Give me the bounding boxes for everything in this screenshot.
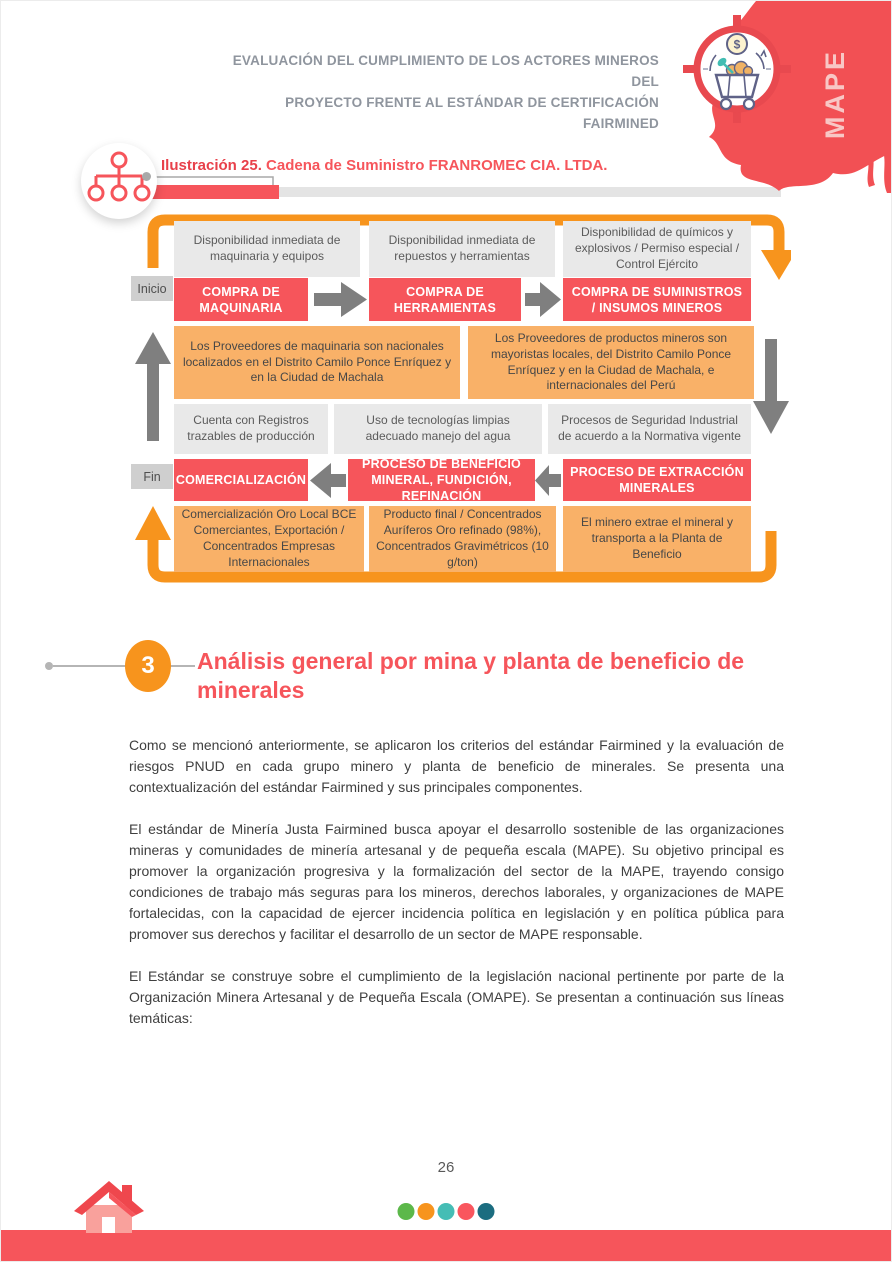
figure-badge-circle <box>81 143 157 219</box>
paragraph-2: El estándar de Minería Justa Fairmined busca apoyar el desarrollo sostenible de las organizaciones mineras y comunidades de minería artesanal y de pequeña escala (MAPE). Su objetivo principal es promover la organización progresiva y la formalización del sector de la MAPE, trayendo consigo condiciones de trabajo más seguras para los mineros, derechos laborales, y organizaciones de MAPE fortalecidas, con la capacidad de ejercer incidencia política en legislación y en política pública para promover sus derechos y facilitar el desarrollo de un sector de MAPE responsable. <box>129 821 784 942</box>
figure-connector-dot <box>142 172 151 181</box>
supply-chain-flowchart <box>131 206 791 601</box>
header-title-line1: EVALUACIÓN DEL CUMPLIMIENTO DE LOS ACTORES MINEROS DEL <box>232 53 659 89</box>
house-icon <box>64 1175 154 1233</box>
figure-caption: Cadena de Suministro FRANROMEC CIA. LTDA. <box>266 157 608 174</box>
section-number-badge: 3 <box>125 640 171 692</box>
footer-dot-orange <box>418 1203 435 1220</box>
paragraph-1: Como se mencionó anteriormente, se aplicaron los criterios del estándar Fairmined y la evaluación de riesgos PNUD en cada grupo minero y planta de beneficio de minerales. Se presenta una contextualización del estándar Fairmined y sus principales componentes. <box>129 737 784 795</box>
step-comercializacion: COMERCIALIZACIÓN <box>174 459 308 501</box>
report-header-title <box>229 51 659 135</box>
paragraph-3: El Estándar se construye sobre el cumplimiento de la legislación nacional pertinente por parte de la Organización Minera Artesanal y de Pequeña Escala (OMAPE). Se presentan a continuación sus líneas temáticas: <box>129 968 784 1026</box>
start-tag: Inicio <box>131 276 173 301</box>
figure-label: Ilustración 25. <box>161 157 262 174</box>
condition-box-machinery: Disponibilidad inmediata de maquinaria y equipos <box>174 221 360 277</box>
step-compra-herramientas: COMPRA DE HERRAMIENTAS <box>369 278 521 321</box>
condition-box-tecnologias: Uso de tecnologías limpias adecuado manejo del agua <box>334 404 542 454</box>
step-beneficio-mineral: PROCESO DE BENEFICIO MINERAL, FUNDICIÓN, REFINACIÓN <box>348 459 535 501</box>
end-tag: Fin <box>131 464 173 489</box>
section-connector-dot <box>45 662 53 670</box>
body-text <box>129 735 784 1050</box>
suppliers-machinery-box: Los Proveedores de maquinaria son nacionales localizados en el Distrito Camilo Ponce Enríquez y en la Ciudad de Machala <box>174 326 460 399</box>
mape-vertical-badge: MAPE <box>820 48 850 139</box>
footer-dot-green <box>398 1203 415 1220</box>
page-number: 26 <box>437 1159 455 1176</box>
output-comercializacion-box: Comercialización Oro Local BCE Comerciantes, Exportación / Concentrados Empresas Internacionales <box>174 506 364 572</box>
footer-dot-teal <box>438 1203 455 1220</box>
step-compra-maquinaria: COMPRA DE MAQUINARIA <box>174 278 308 321</box>
figure-title <box>161 157 607 174</box>
header-title-line2: PROYECTO FRENTE AL ESTÁNDAR DE CERTIFICACIÓN FAIRMINED <box>285 94 659 131</box>
section-connector-line-right <box>169 665 195 667</box>
section-connector-line-left <box>53 665 127 667</box>
output-extraccion-box: El minero extrae el mineral y transporta a la Planta de Beneficio <box>563 506 751 572</box>
footer-dot-darkteal <box>478 1203 495 1220</box>
condition-box-registros: Cuenta con Registros trazables de producción <box>174 404 328 454</box>
svg-text:$: $ <box>733 37 741 52</box>
section-title: Análisis general por mina y planta de beneficio de minerales <box>197 648 745 704</box>
footer-color-dots <box>398 1203 495 1220</box>
step-extraccion-minerales: PROCESO DE EXTRACCIÓN MINERALES <box>563 459 751 501</box>
output-producto-final-box: Producto final / Concentrados Auríferos Oro refinado (98%), Concentrados Gravimétricos (10 g/ton) <box>369 506 556 572</box>
bottom-red-bar <box>1 1230 891 1261</box>
condition-box-chemicals: Disponibilidad de químicos y explosivos / Permiso especial / Control Ejército <box>563 221 751 277</box>
condition-box-spares: Disponibilidad inmediata de repuestos y herramientas <box>369 221 555 277</box>
footer-dot-red <box>458 1203 475 1220</box>
condition-box-seguridad: Procesos de Seguridad Industrial de acuerdo a la Normativa vigente <box>548 404 751 454</box>
org-chart-icon <box>81 143 157 219</box>
step-compra-suministros: COMPRA DE SUMINISTROS / INSUMOS MINEROS <box>563 278 751 321</box>
suppliers-products-box: Los Proveedores de productos mineros son mayoristas locales, del Distrito Camilo Ponce Enríquez y en la Ciudad de Machala, e internacionales del Perú <box>468 326 754 399</box>
mining-target-logo-icon <box>683 15 791 123</box>
